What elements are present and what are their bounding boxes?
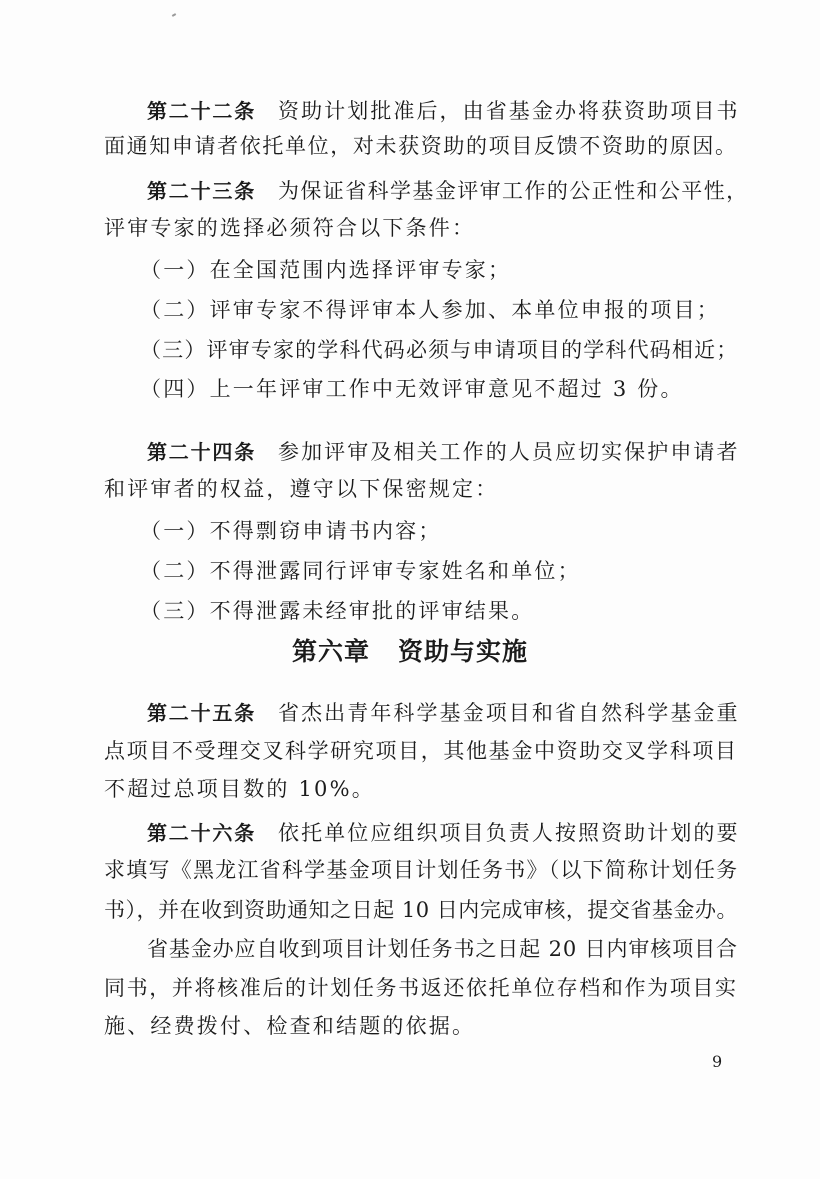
article-26-heading: 第二十六条 [147,821,256,845]
article-25-line-1 [147,698,740,728]
article-26-line-2: 求填写《黑龙江省科学基金项目计划任务书》（以下简称计划任务 [104,858,739,882]
article-25-text-1: 省杰出青年科学基金项目和省自然科学基金重 [278,701,740,725]
article-23-text-1: 为保证省科学基金评审工作的公正性和公平性， [278,179,749,203]
article-25-line-3: 不超过总项目数的 10%。 [104,777,375,801]
article-26-para2-line-3: 施、经费拨付、检查和结题的依据。 [104,1014,476,1038]
article-23-heading: 第二十三条 [147,179,256,203]
article-25-heading: 第二十五条 [147,701,256,725]
article-26-line-1 [147,818,740,848]
article-25-line-2: 点项目不受理交叉科学研究项目，其他基金中资助交叉学科项目 [104,739,738,763]
article-23-line-1 [147,176,749,206]
article-22-line-2: 面通知申请者依托单位，对未获资助的项目反馈不资助的原因。 [104,134,738,158]
article-22-heading: 第二十二条 [147,99,256,123]
article-24-item-1: （一）不得剽窃申请书内容； [140,519,442,543]
article-24-line-1 [147,437,740,467]
article-23-item-2: （二）评审专家不得评审本人参加、本单位申报的项目； [140,298,720,322]
chapter-title: 资助与实施 [398,637,529,666]
article-23-item-4: （四）上一年评审工作中无效评审意见不超过 3 份。 [140,377,684,401]
article-24-text-1: 参加评审及相关工作的人员应切实保护申请者 [278,440,740,464]
article-26-para2-line-2: 同书，并将核准后的计划任务书返还依托单位存档和作为项目实 [104,976,738,1000]
scan-speck [172,13,176,17]
article-24-item-2: （二）不得泄露同行评审专家姓名和单位； [140,559,581,583]
article-22-line-1 [147,96,740,126]
article-24-heading: 第二十四条 [147,440,256,464]
article-24-item-3: （三）不得泄露未经审批的评审结果。 [140,599,535,623]
article-26-para2-line-1: 省基金办应自收到项目计划任务书之日起 20 日内审核项目合 [147,937,738,961]
chapter-heading [0,632,820,668]
article-24-line-2: 和评审者的权益，遵守以下保密规定： [104,477,499,501]
article-26-text-1: 依托单位应组织项目负责人按照资助计划的要 [278,821,740,845]
article-23-line-2: 评审专家的选择必须符合以下条件： [104,216,476,240]
article-23-item-1: （一）在全国范围内选择评审专家； [140,258,512,282]
chapter-number: 第六章 [291,637,370,666]
page-number: 9 [712,1052,723,1071]
article-26-line-3: 书），并在收到资助通知之日起 10 日内完成审核，提交省基金办。 [104,898,738,922]
article-22-text-1: 资助计划批准后，由省基金办将获资助项目书 [278,99,740,123]
article-23-item-3: （三）评审专家的学科代码必须与申请项目的学科代码相近； [140,338,739,362]
